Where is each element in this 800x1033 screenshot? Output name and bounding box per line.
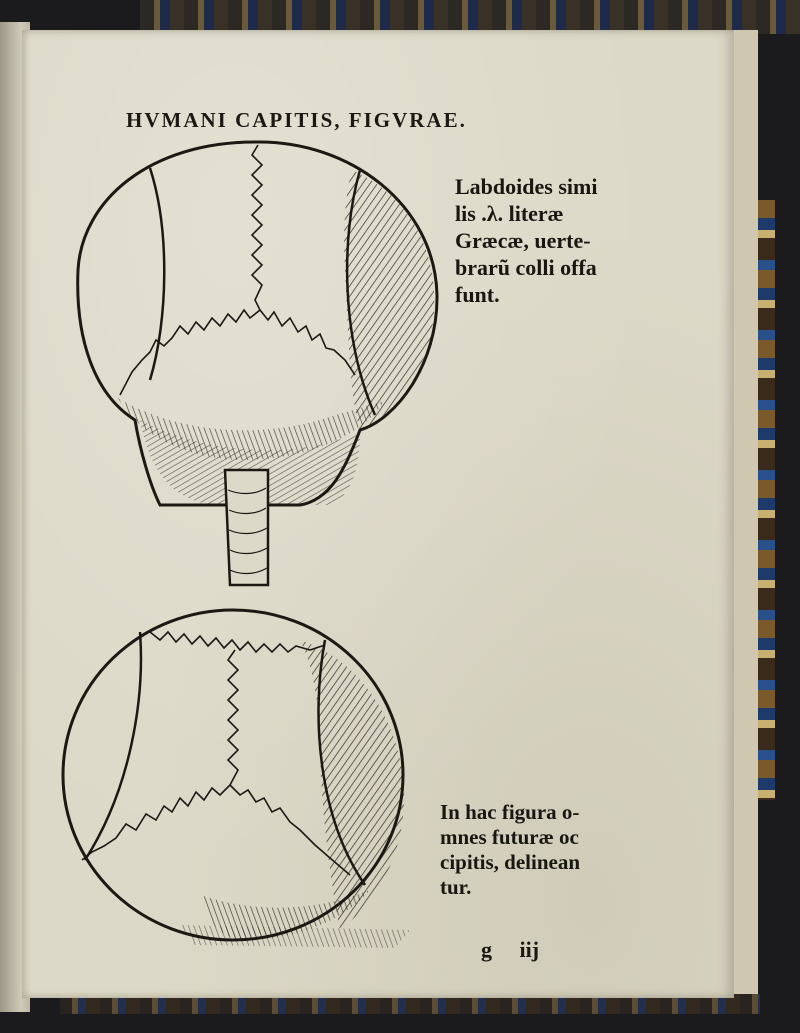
caption-line: brarũ colli offa — [455, 255, 597, 280]
caption-line: tur. — [440, 875, 472, 899]
signature-mark: g iij — [481, 937, 540, 962]
caption-line: mnes futuræ oc — [440, 825, 579, 849]
caption-line: Labdoides simi — [455, 174, 598, 199]
caption-line: cipitis, delinean — [440, 850, 581, 874]
caption-line: In hac figura o- — [440, 800, 580, 824]
caption-line: lis .λ. literæ — [455, 201, 564, 226]
top-skull-figure — [78, 142, 437, 585]
caption-line: funt. — [455, 282, 500, 307]
caption-line: Græcæ, uerte- — [455, 228, 591, 253]
bottom-skull-figure — [63, 610, 410, 948]
page-title: HVMANI CAPITIS, FIGVRAE. — [126, 108, 467, 132]
caption-labdoides — [455, 173, 635, 308]
caption-sutures — [440, 800, 620, 900]
